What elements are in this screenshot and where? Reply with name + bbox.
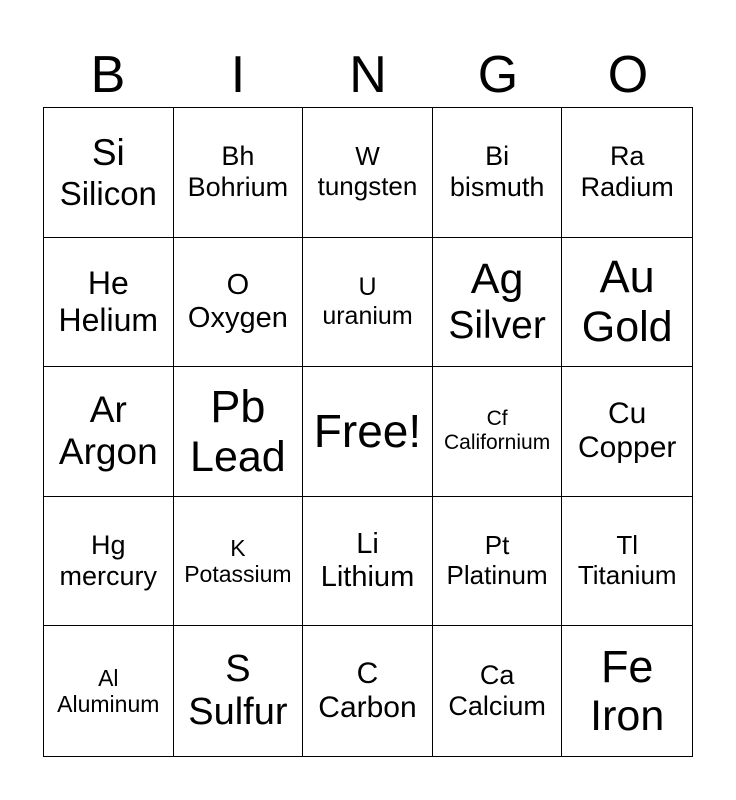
element-name: Iron <box>590 692 665 741</box>
element-name: Calcium <box>448 691 546 722</box>
element-symbol: Cf <box>486 407 508 431</box>
element-symbol: He <box>87 265 129 302</box>
header-letter-n: N <box>349 46 387 104</box>
bingo-cell[interactable] <box>303 108 433 238</box>
bingo-cell[interactable] <box>562 497 692 627</box>
element-name: Titanium <box>577 560 677 591</box>
element-name: Bohrium <box>187 172 289 203</box>
element-name: Sulfur <box>188 691 288 734</box>
header-letter-o: O <box>607 46 649 104</box>
element-symbol: Pt <box>484 530 510 561</box>
element-name: Silicon <box>59 174 157 212</box>
element-symbol: Si <box>91 132 125 174</box>
element-symbol: Tl <box>616 530 639 561</box>
element-symbol: Al <box>98 664 119 691</box>
element-symbol: Li <box>356 527 379 560</box>
element-name: Silver <box>448 304 546 348</box>
bingo-cell[interactable] <box>44 367 174 497</box>
element-symbol: Fe <box>600 640 654 692</box>
bingo-cell[interactable] <box>433 367 563 497</box>
bingo-cell[interactable] <box>303 497 433 627</box>
element-name: Helium <box>58 301 159 338</box>
element-symbol: Hg <box>91 530 126 561</box>
header-letter-g: G <box>477 46 519 104</box>
bingo-board <box>43 107 693 757</box>
element-name: uranium <box>322 301 413 330</box>
header-letter-b: B <box>90 46 126 104</box>
bingo-cell[interactable] <box>562 626 692 756</box>
element-name: bismuth <box>449 172 545 203</box>
element-name: Copper <box>577 431 677 465</box>
bingo-cell[interactable] <box>433 108 563 238</box>
bingo-cell[interactable] <box>433 497 563 627</box>
element-symbol: Au <box>599 251 655 303</box>
bingo-cell[interactable] <box>433 238 563 368</box>
element-symbol: Ar <box>89 388 127 430</box>
bingo-cell[interactable] <box>44 497 174 627</box>
element-symbol: Ca <box>479 660 515 691</box>
element-name: Gold <box>581 303 673 352</box>
element-name: Lead <box>190 432 286 481</box>
bingo-cell[interactable] <box>303 238 433 368</box>
bingo-cell[interactable] <box>433 626 563 756</box>
element-name: Platinum <box>446 560 548 591</box>
element-symbol: W <box>355 141 380 172</box>
bingo-cell[interactable] <box>174 108 304 238</box>
bingo-cell[interactable] <box>174 497 304 627</box>
element-name: Aluminum <box>57 691 160 718</box>
element-symbol: Cu <box>608 396 647 430</box>
element-symbol: O <box>226 268 250 301</box>
element-name: Carbon <box>318 691 417 725</box>
bingo-cell[interactable] <box>174 238 304 368</box>
element-name: tungsten <box>317 171 418 202</box>
element-symbol: Ag <box>470 254 524 303</box>
element-symbol: Pb <box>210 380 266 432</box>
element-symbol: Bh <box>221 141 255 172</box>
bingo-cell[interactable] <box>44 238 174 368</box>
bingo-cell[interactable] <box>174 626 304 756</box>
element-name: Lithium <box>320 561 415 594</box>
bingo-header <box>43 44 693 106</box>
bingo-cell[interactable] <box>562 238 692 368</box>
free-space-cell[interactable] <box>303 367 433 497</box>
element-name: Potassium <box>184 561 292 588</box>
bingo-cell[interactable] <box>44 108 174 238</box>
bingo-cell[interactable] <box>44 626 174 756</box>
bingo-cell[interactable] <box>303 626 433 756</box>
element-name: mercury <box>59 561 158 592</box>
free-space-label: Free! <box>313 405 422 458</box>
element-symbol: K <box>230 534 246 561</box>
element-symbol: Bi <box>485 141 510 172</box>
element-name: Radium <box>580 172 674 203</box>
bingo-cell[interactable] <box>562 367 692 497</box>
bingo-cell[interactable] <box>174 367 304 497</box>
element-name: Californium <box>443 431 551 455</box>
bingo-cell[interactable] <box>562 108 692 238</box>
element-name: Argon <box>58 431 158 473</box>
element-symbol: U <box>358 273 377 302</box>
element-symbol: Ra <box>609 141 645 172</box>
element-symbol: S <box>225 647 251 690</box>
header-letter-i: I <box>230 46 246 104</box>
element-name: Oxygen <box>187 301 288 334</box>
element-symbol: C <box>356 656 379 690</box>
